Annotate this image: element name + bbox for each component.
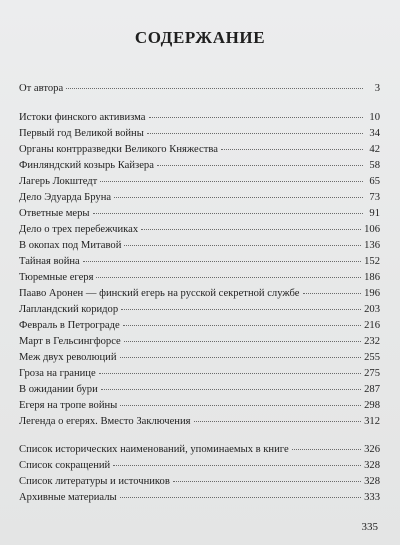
toc-entry-title: Финляндский козырь Кайзера <box>19 160 154 171</box>
toc-entry-page: 42 <box>369 144 380 155</box>
table-of-contents <box>19 81 380 506</box>
section-spacer <box>19 430 380 442</box>
toc-entry-page: 326 <box>364 444 380 455</box>
toc-entry-title: Пааво Аронен — финский егерь на русской секретной службе <box>19 288 300 299</box>
toc-entry <box>19 302 380 318</box>
toc-entry <box>19 238 380 254</box>
toc-entry-title: Февраль в Петрограде <box>19 320 120 331</box>
toc-entry <box>19 142 380 158</box>
toc-entry-page: 34 <box>369 128 380 139</box>
toc-entry <box>19 286 380 302</box>
toc-entry <box>19 158 380 174</box>
toc-entry <box>19 222 380 238</box>
toc-leader-dots <box>123 325 361 326</box>
toc-entry-page: 3 <box>374 83 380 94</box>
toc-leader-dots <box>101 389 361 390</box>
toc-entry-page: 136 <box>364 240 380 251</box>
toc-entry <box>19 190 380 206</box>
toc-leader-dots <box>113 465 361 466</box>
toc-leader-dots <box>124 341 361 342</box>
toc-entry <box>19 414 380 430</box>
toc-entry-title: Архивные материалы <box>19 492 117 503</box>
toc-entry-page: 186 <box>364 272 380 283</box>
toc-leader-dots <box>303 293 362 294</box>
toc-entry-title: Меж двух революций <box>19 352 117 363</box>
section-spacer <box>19 97 380 110</box>
toc-entry-page: 312 <box>364 416 380 427</box>
toc-entry-title: Список сокращений <box>19 460 111 471</box>
toc-leader-dots <box>194 421 362 422</box>
toc-leader-dots <box>66 88 363 89</box>
toc-entry-title: Март в Гельсингфорсе <box>19 336 121 347</box>
toc-entry <box>19 174 380 190</box>
toc-entry-page: 106 <box>364 224 380 235</box>
toc-entry-title: Лапландский коридор <box>19 304 119 315</box>
toc-entry-title: Органы контрразведки Великого Княжества <box>19 144 218 155</box>
toc-leader-dots <box>221 149 363 150</box>
toc-entry-page: 216 <box>364 320 380 331</box>
toc-entry <box>19 270 380 286</box>
toc-entry-title: Первый год Великой войны <box>19 128 144 139</box>
toc-entry-title: В ожидании бури <box>19 384 98 395</box>
toc-entry-page: 73 <box>369 192 380 203</box>
toc-leader-dots <box>120 405 361 406</box>
toc-entry-page: 203 <box>364 304 380 315</box>
page-title: СОДЕРЖАНИЕ <box>134 28 266 47</box>
toc-entry-title: Егеря на тропе войны <box>19 400 118 411</box>
toc-leader-dots <box>120 497 362 498</box>
toc-entry <box>19 254 380 270</box>
toc-entry <box>19 206 380 222</box>
toc-entry <box>19 442 380 458</box>
toc-leader-dots <box>173 481 361 482</box>
toc-entry-title: Лагерь Локштедт <box>19 176 98 187</box>
toc-entry-page: 152 <box>364 256 380 267</box>
toc-entry-title: Список литературы и источников <box>19 476 170 487</box>
toc-entry <box>19 398 380 414</box>
toc-leader-dots <box>157 165 363 166</box>
toc-leader-dots <box>96 277 361 278</box>
toc-entry-title: Истоки финского активизма <box>19 112 146 123</box>
toc-leader-dots <box>292 449 361 450</box>
toc-entry <box>19 474 380 490</box>
toc-entry-page: 255 <box>364 352 380 363</box>
toc-entry-page: 196 <box>364 288 380 299</box>
toc-entry-title: Тюремные егеря <box>19 272 94 283</box>
toc-leader-dots <box>100 181 363 182</box>
toc-entry-title: От автора <box>19 83 64 94</box>
toc-entry-page: 328 <box>364 476 380 487</box>
toc-entry <box>19 350 380 366</box>
toc-entry-title: Ответные меры <box>19 208 90 219</box>
toc-entry-title: Гроза на границе <box>19 368 96 379</box>
toc-entry <box>19 126 380 142</box>
toc-entry <box>19 110 380 126</box>
toc-leader-dots <box>149 117 364 118</box>
toc-entry-page: 58 <box>369 160 380 171</box>
toc-entry-page: 287 <box>364 384 380 395</box>
toc-entry <box>19 490 380 506</box>
toc-entry-title: Легенда о егерях. Вместо Заключения <box>19 416 191 427</box>
toc-leader-dots <box>114 197 363 198</box>
toc-entry <box>19 366 380 382</box>
toc-entry <box>19 81 380 97</box>
toc-leader-dots <box>99 373 361 374</box>
toc-entry-page: 328 <box>364 460 380 471</box>
toc-entry <box>19 458 380 474</box>
toc-leader-dots <box>121 309 361 310</box>
toc-leader-dots <box>83 261 361 262</box>
toc-entry <box>19 318 380 334</box>
toc-entry-title: Тайная война <box>19 256 80 267</box>
toc-entry-page: 275 <box>364 368 380 379</box>
toc-entry-title: Список исторических наименований, упоминаемых в книге <box>19 444 289 455</box>
toc-leader-dots <box>147 133 363 134</box>
toc-entry-page: 298 <box>364 400 380 411</box>
page-number: 335 <box>361 521 378 533</box>
toc-entry-page: 91 <box>369 208 380 219</box>
toc-entry-page: 10 <box>369 112 380 123</box>
toc-leader-dots <box>120 357 362 358</box>
toc-leader-dots <box>93 213 363 214</box>
toc-entry <box>19 334 380 350</box>
toc-entry-title: Дело Эдуарда Бруна <box>19 192 112 203</box>
toc-entry-page: 65 <box>369 176 380 187</box>
toc-entry-page: 333 <box>364 492 380 503</box>
toc-leader-dots <box>124 245 361 246</box>
toc-entry-title: Дело о трех перебежчиках <box>19 224 139 235</box>
toc-entry-title: В окопах под Митавой <box>19 240 122 251</box>
toc-leader-dots <box>141 229 361 230</box>
toc-entry <box>19 382 380 398</box>
toc-entry-page: 232 <box>364 336 380 347</box>
